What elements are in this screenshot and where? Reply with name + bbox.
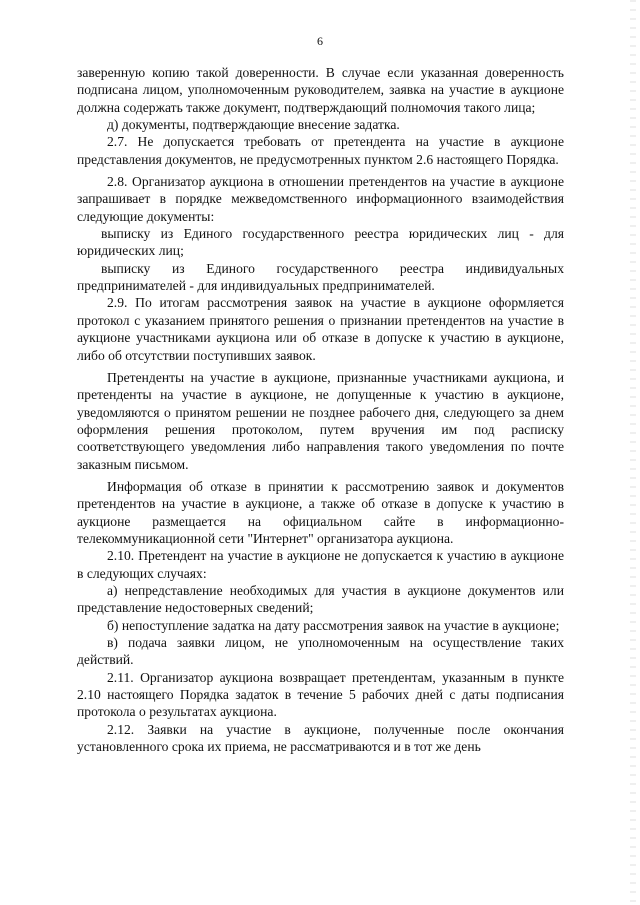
paragraph-2-12: 2.12. Заявки на участие в аукционе, полученные после окончания установленного срока их приема, не рассматриваются и в тот же день [77,721,564,755]
paragraph-extract-individual: выписку из Единого государственного реестра индивидуальных предпринимателей - для индивидуальных предпринимателей. [77,260,564,294]
paragraph-item-b: б) непоступление задатка на дату рассмотрения заявок на участие в аукционе; [107,617,560,633]
paragraph-item-v: в) подача заявки лицом, не уполномоченным на осуществление таких действий. [77,635,564,668]
paragraph-2-9: 2.9. По итогам рассмотрения заявок на участие в аукционе оформляется протокол с указанием принятого решения о признании претендентов на участие в аукционе участниками аукциона или об отказе в допуске к участию в аукционе, либо об отсутствии поступивших заявок. [77,295,564,363]
paragraph-item-d: д) документы, подтверждающие внесение задатка. [107,117,400,133]
paragraph-2-11: 2.11. Организатор аукциона возвращает претендентам, указанным в пункте 2.10 настоящего Порядка задаток в течение 5 рабочих дней с даты подписания протокола о результатах аукциона. [77,669,564,720]
paragraph-2-10: 2.10. Претендент на участие в аукционе не допускается к участию в аукционе в следующих случаях: [77,548,564,581]
paragraph-refusal-info: Информация об отказе в принятии к рассмотрению заявок и документов претендентов на участие в аукционе, а также об отказе в допуске к участию в аукционе размещается на официальном сайте в информационно-телекоммуникационной сети "Интернет" организатора аукциона. [77,478,564,546]
scan-edge-artifact [630,0,636,905]
paragraph-2-8: 2.8. Организатор аукциона в отношении претендентов на участие в аукционе запрашивает в порядке межведомственного информационного взаимодействия следующие документы: [77,174,564,224]
paragraph-2-7: 2.7. Не допускается требовать от претендента на участие в аукционе представления документов, не предусмотренных пунктом 2.6 настоящего Порядка. [77,134,564,167]
paragraph-item-a: а) непредставление необходимых для участия в аукционе документов или представление недостоверных сведений; [77,582,564,616]
paragraph-continuation: заверенную копию такой доверенности. В случае если указанная доверенность подписана лицом, уполномоченным руководителем, заявка на участие в аукционе должна содержать также документ, подтверждающий полномочия такого лица; [77,65,564,115]
document-body [77,64,564,755]
page-number: 6 [317,34,323,48]
paragraph-extract-legal: выписку из Единого государственного реестра юридических лиц - для юридических лиц; [77,226,564,259]
paragraph-notification: Претенденты на участие в аукционе, признанные участниками аукциона, и претенденты на участие в аукционе, не допущенные к участию в аукционе, уведомляются о принятом решении не позднее рабочего дня, следующего за днем оформления решения протоколом, путем вручения им под расписку соответствующего уведомления либо направления такого уведомления по почте заказным письмом. [77,369,564,472]
